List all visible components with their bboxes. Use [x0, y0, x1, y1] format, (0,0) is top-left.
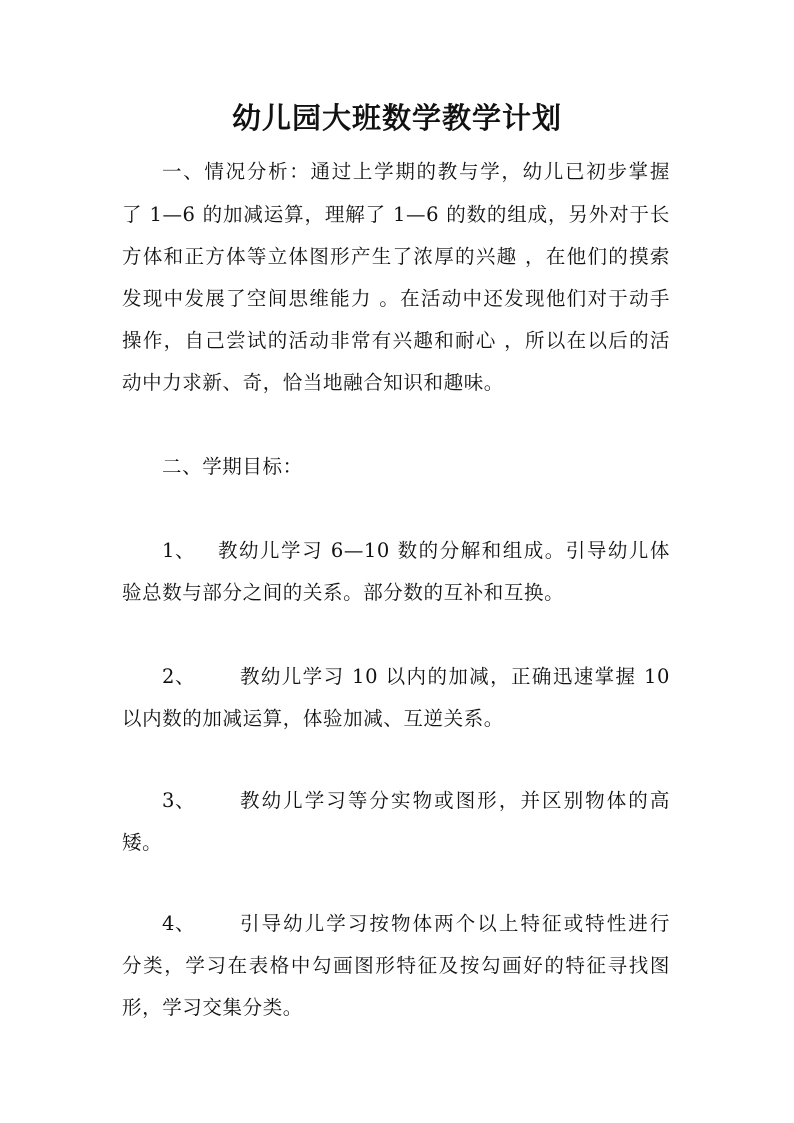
paragraph-line: 动中力求新、奇，恰当地融合知识和趣味。: [122, 371, 504, 394]
document-title: 幼儿园大班数学教学计划: [231, 101, 562, 135]
item-text-line: 验总数与部分之间的关系。部分数的互补和互换。: [122, 581, 565, 604]
paragraph-line: 操作，自己尝试的活动非常有兴趣和耐心 ，所以在以后的活: [122, 329, 670, 352]
item-number: 4、: [162, 912, 196, 935]
item-text-line: 分类，学习在表格中勾画图形特征及按勾画好的特征寻找图: [122, 954, 670, 977]
item-text-line: 形，学习交集分类。: [122, 996, 303, 1019]
item-number: 1、: [162, 539, 196, 562]
item-text-line: 矮。: [122, 831, 163, 854]
item-text-line: 教幼儿学习等分实物或图形，并区别物体的高: [240, 789, 670, 812]
paragraph-line: 一、情况分析：通过上学期的教与学，幼儿已初步掌握: [162, 160, 670, 183]
paragraph-line: 方体和正方体等立体图形产生了浓厚的兴趣 ，在他们的摸索: [122, 245, 670, 268]
item-text-line: 引导幼儿学习按物体两个以上特征或特性进行: [240, 912, 670, 935]
item-text-line: 以内数的加减运算，体验加减、互逆关系。: [122, 707, 504, 730]
section-heading: 二、学期目标：: [162, 455, 303, 478]
item-number: 3、: [162, 789, 196, 812]
item-text-line: 教幼儿学习 6—10 数的分解和组成。引导幼儿体: [218, 539, 670, 562]
paragraph-line: 了 1—6 的加减运算，理解了 1—6 的数的组成，另外对于长: [122, 203, 670, 226]
item-number: 2、: [162, 665, 196, 688]
item-text-line: 教幼儿学习 10 以内的加减，正确迅速掌握 10: [240, 665, 670, 688]
paragraph-line: 发现中发展了空间思维能力 。在活动中还发现他们对于动手: [122, 287, 670, 310]
